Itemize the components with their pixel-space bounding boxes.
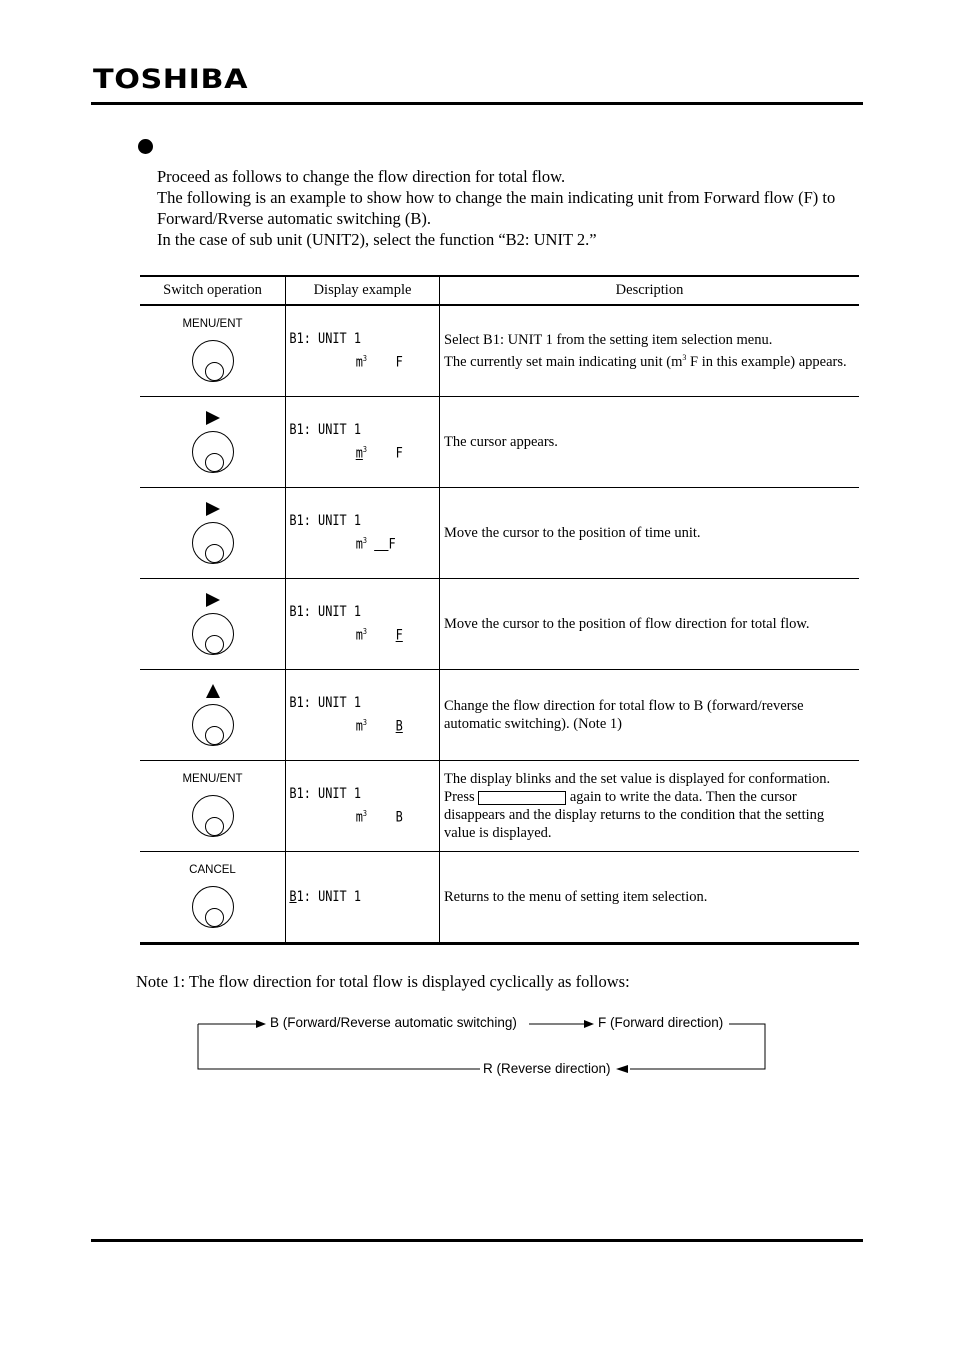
- header-display-example: Display example: [286, 276, 440, 305]
- intro-line-3: In the case of sub unit (UNIT2), select the function “B2: UNIT 2.”: [157, 230, 597, 249]
- note-1: Note 1: The flow direction for total flow is displayed cyclically as follows:: [136, 972, 630, 991]
- switch-label: CANCEL: [189, 864, 236, 876]
- arrow-icon: [584, 1020, 594, 1028]
- description: The display blinks and the set value is displayed for conformation. Press again to write the data. Then the cursor disappears and the display returns to the condition that the setting value is displayed.: [444, 771, 831, 841]
- description: Select B1: UNIT 1 from the setting item selection menu. The currently set main indicating unit ($m^3$ F in this example) appears.: [444, 332, 847, 370]
- menu-ent-switch: [140, 761, 285, 851]
- display-example: B1: UNIT 1 $m^3$ B: [289, 786, 403, 826]
- footer-rule: [91, 1239, 863, 1242]
- table-row: [140, 761, 859, 852]
- right-switch: [140, 397, 285, 487]
- flow-r-label: R (Reverse direction): [483, 1061, 611, 1076]
- description: Move the cursor to the position of time unit.: [444, 525, 701, 541]
- menu-ent-key-box: [478, 791, 566, 805]
- operation-table: [140, 275, 859, 945]
- description: The cursor appears.: [444, 434, 558, 450]
- switch-label: MENU/ENT: [182, 318, 243, 330]
- right-switch: [140, 579, 285, 669]
- description: Returns to the menu of setting item selection.: [444, 889, 708, 905]
- intro-line-1: Proceed as follows to change the flow direction for total flow.: [157, 167, 566, 186]
- flow-b-label: B (Forward/Reverse automatic switching): [270, 1015, 517, 1030]
- switch-label: MENU/ENT: [182, 773, 243, 785]
- display-example: B1: UNIT 1 $m^3$ B: [289, 695, 403, 735]
- cancel-switch: [140, 852, 285, 942]
- display-example: B1: UNIT 1: [289, 889, 362, 905]
- table-row: [140, 488, 859, 579]
- up-arrow-icon: [205, 683, 221, 699]
- right-arrow-icon: [205, 592, 221, 608]
- arrow-icon: [616, 1065, 628, 1073]
- menu-ent-switch: [140, 306, 285, 396]
- description: Move the cursor to the position of flow direction for total flow.: [444, 616, 810, 632]
- table-row: [140, 397, 859, 488]
- toshiba-logo: TOSHIBA: [93, 64, 249, 95]
- display-example: B1: UNIT 1 $m^3$ F: [289, 604, 403, 644]
- intro-line-2: The following is an example to show how to change the main indicating unit from Forward flow (F) to Forward/Rverse automatic switching (B).: [157, 188, 836, 228]
- arrow-icon: [256, 1020, 266, 1028]
- header-rule: [91, 102, 863, 105]
- header-switch-operation: Switch operation: [140, 276, 286, 305]
- right-switch: [140, 488, 285, 578]
- display-example: B1: UNIT 1 $m^3$ F: [289, 331, 403, 371]
- right-arrow-icon: [205, 410, 221, 426]
- intro-text: [157, 166, 857, 250]
- description: Change the flow direction for total flow to B (forward/reverse automatic switching). (Note 1): [444, 698, 804, 732]
- up-switch: [140, 670, 285, 760]
- table-row: [140, 670, 859, 761]
- right-arrow-icon: [205, 501, 221, 517]
- flow-f-label: F (Forward direction): [598, 1015, 724, 1030]
- table-row: [140, 579, 859, 670]
- display-example: B1: UNIT 1 $m^3$ F: [289, 513, 396, 553]
- bullet-icon: [138, 139, 153, 154]
- header-description: Description: [440, 276, 860, 305]
- table-row: [140, 305, 859, 397]
- table-row: [140, 852, 859, 944]
- display-example: B1: UNIT 1 $m^3$ F: [289, 422, 403, 462]
